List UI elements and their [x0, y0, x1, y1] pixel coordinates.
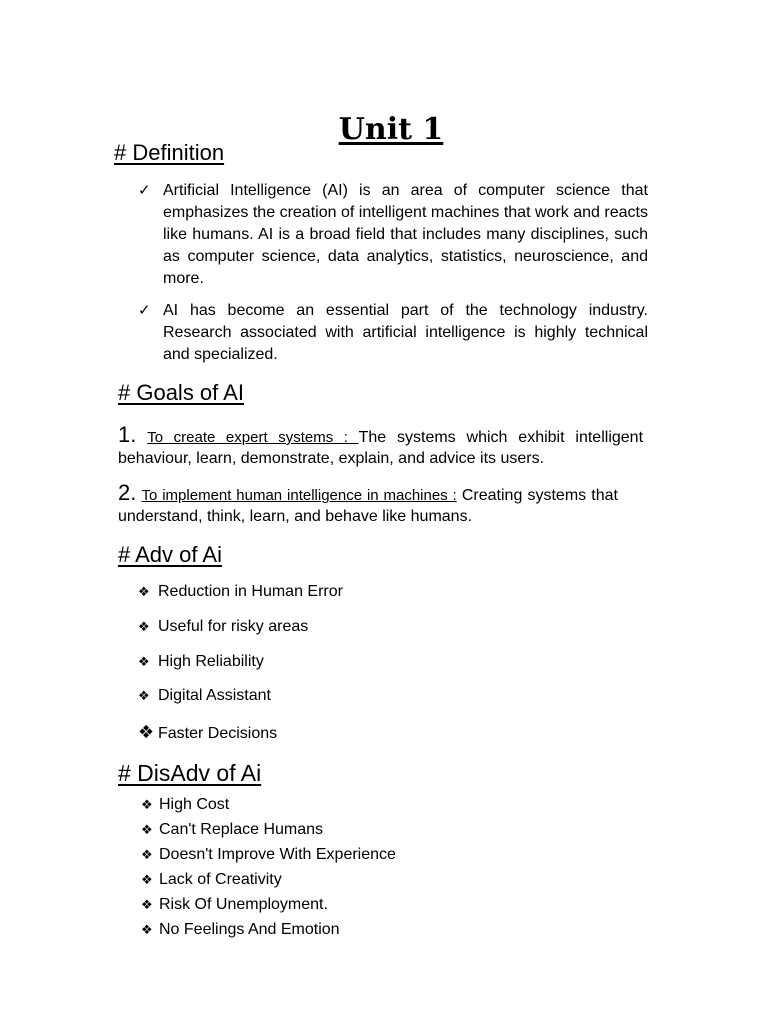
checkmark-icon: ✓ [138, 302, 151, 319]
goal-number: 2. [118, 480, 137, 505]
goal-text: The systems which exhibit intelligent behaviour, learn, demonstrate, explain, and advice its users. [118, 429, 644, 467]
disadv-item-text: Doesn't Improve With Experience [159, 846, 396, 863]
goals-heading: # Goals of AI [118, 380, 244, 405]
definition-item [138, 300, 648, 366]
goal-lead: To implement human intelligence in machines : [141, 487, 457, 504]
four-diamond-bullet-icon: ❖ [138, 722, 155, 742]
four-diamond-bullet-icon: ❖ [141, 872, 153, 887]
disadv-heading: # DisAdv of Ai [118, 760, 262, 786]
four-diamond-bullet-icon: ❖ [138, 654, 150, 669]
disadv-item [141, 896, 328, 914]
disadv-item-text: Risk Of Unemployment. [159, 896, 328, 913]
adv-item [138, 618, 308, 636]
goal-lead: To create expert systems : [147, 429, 359, 446]
disadv-item-text: High Cost [159, 796, 230, 813]
disadv-item [141, 846, 396, 864]
definition-heading: # Definition [114, 140, 225, 165]
adv-item [138, 722, 277, 743]
disadv-item [141, 921, 340, 939]
page-title: Unit 1 [338, 112, 444, 147]
four-diamond-bullet-icon: ❖ [141, 822, 153, 837]
goal-item [118, 482, 618, 527]
adv-item-text: High Reliability [158, 653, 264, 670]
definition-item-text: Artificial Intelligence (AI) is an area of computer science that emphasizes the creation of intelligent machines that work and reacts like humans. AI is a broad field that includes many disciplines, such as computer science, data analytics, statistics, neuroscience, and more. [163, 182, 648, 287]
four-diamond-bullet-icon: ❖ [141, 922, 153, 937]
four-diamond-bullet-icon: ❖ [138, 584, 150, 599]
disadv-item-text: No Feelings And Emotion [159, 921, 340, 938]
checkmark-icon: ✓ [138, 182, 151, 199]
disadv-item-text: Lack of Creativity [159, 871, 282, 888]
adv-item [138, 583, 343, 601]
disadv-item [141, 796, 229, 814]
four-diamond-bullet-icon: ❖ [141, 897, 153, 912]
four-diamond-bullet-icon: ❖ [138, 619, 150, 634]
goal-text: Creating systems that understand, think, learn, and behave like humans. [118, 487, 618, 525]
adv-item [138, 687, 271, 705]
adv-item-text: Useful for risky areas [158, 618, 309, 635]
adv-item [138, 653, 264, 671]
adv-heading: # Adv of Ai [118, 542, 222, 567]
adv-item-text: Faster Decisions [158, 725, 278, 742]
four-diamond-bullet-icon: ❖ [141, 797, 153, 812]
adv-item-text: Reduction in Human Error [158, 583, 343, 600]
definition-item [138, 180, 648, 290]
disadv-item [141, 821, 323, 839]
four-diamond-bullet-icon: ❖ [138, 688, 150, 703]
four-diamond-bullet-icon: ❖ [141, 847, 153, 862]
goal-number: 1. [118, 422, 137, 447]
disadv-item [141, 871, 282, 889]
disadv-item-text: Can't Replace Humans [159, 821, 324, 838]
adv-item-text: Digital Assistant [158, 687, 271, 704]
goal-item [118, 424, 643, 469]
definition-item-text: AI has become an essential part of the technology industry. Research associated with artificial intelligence is highly technical and specialized. [163, 302, 648, 363]
